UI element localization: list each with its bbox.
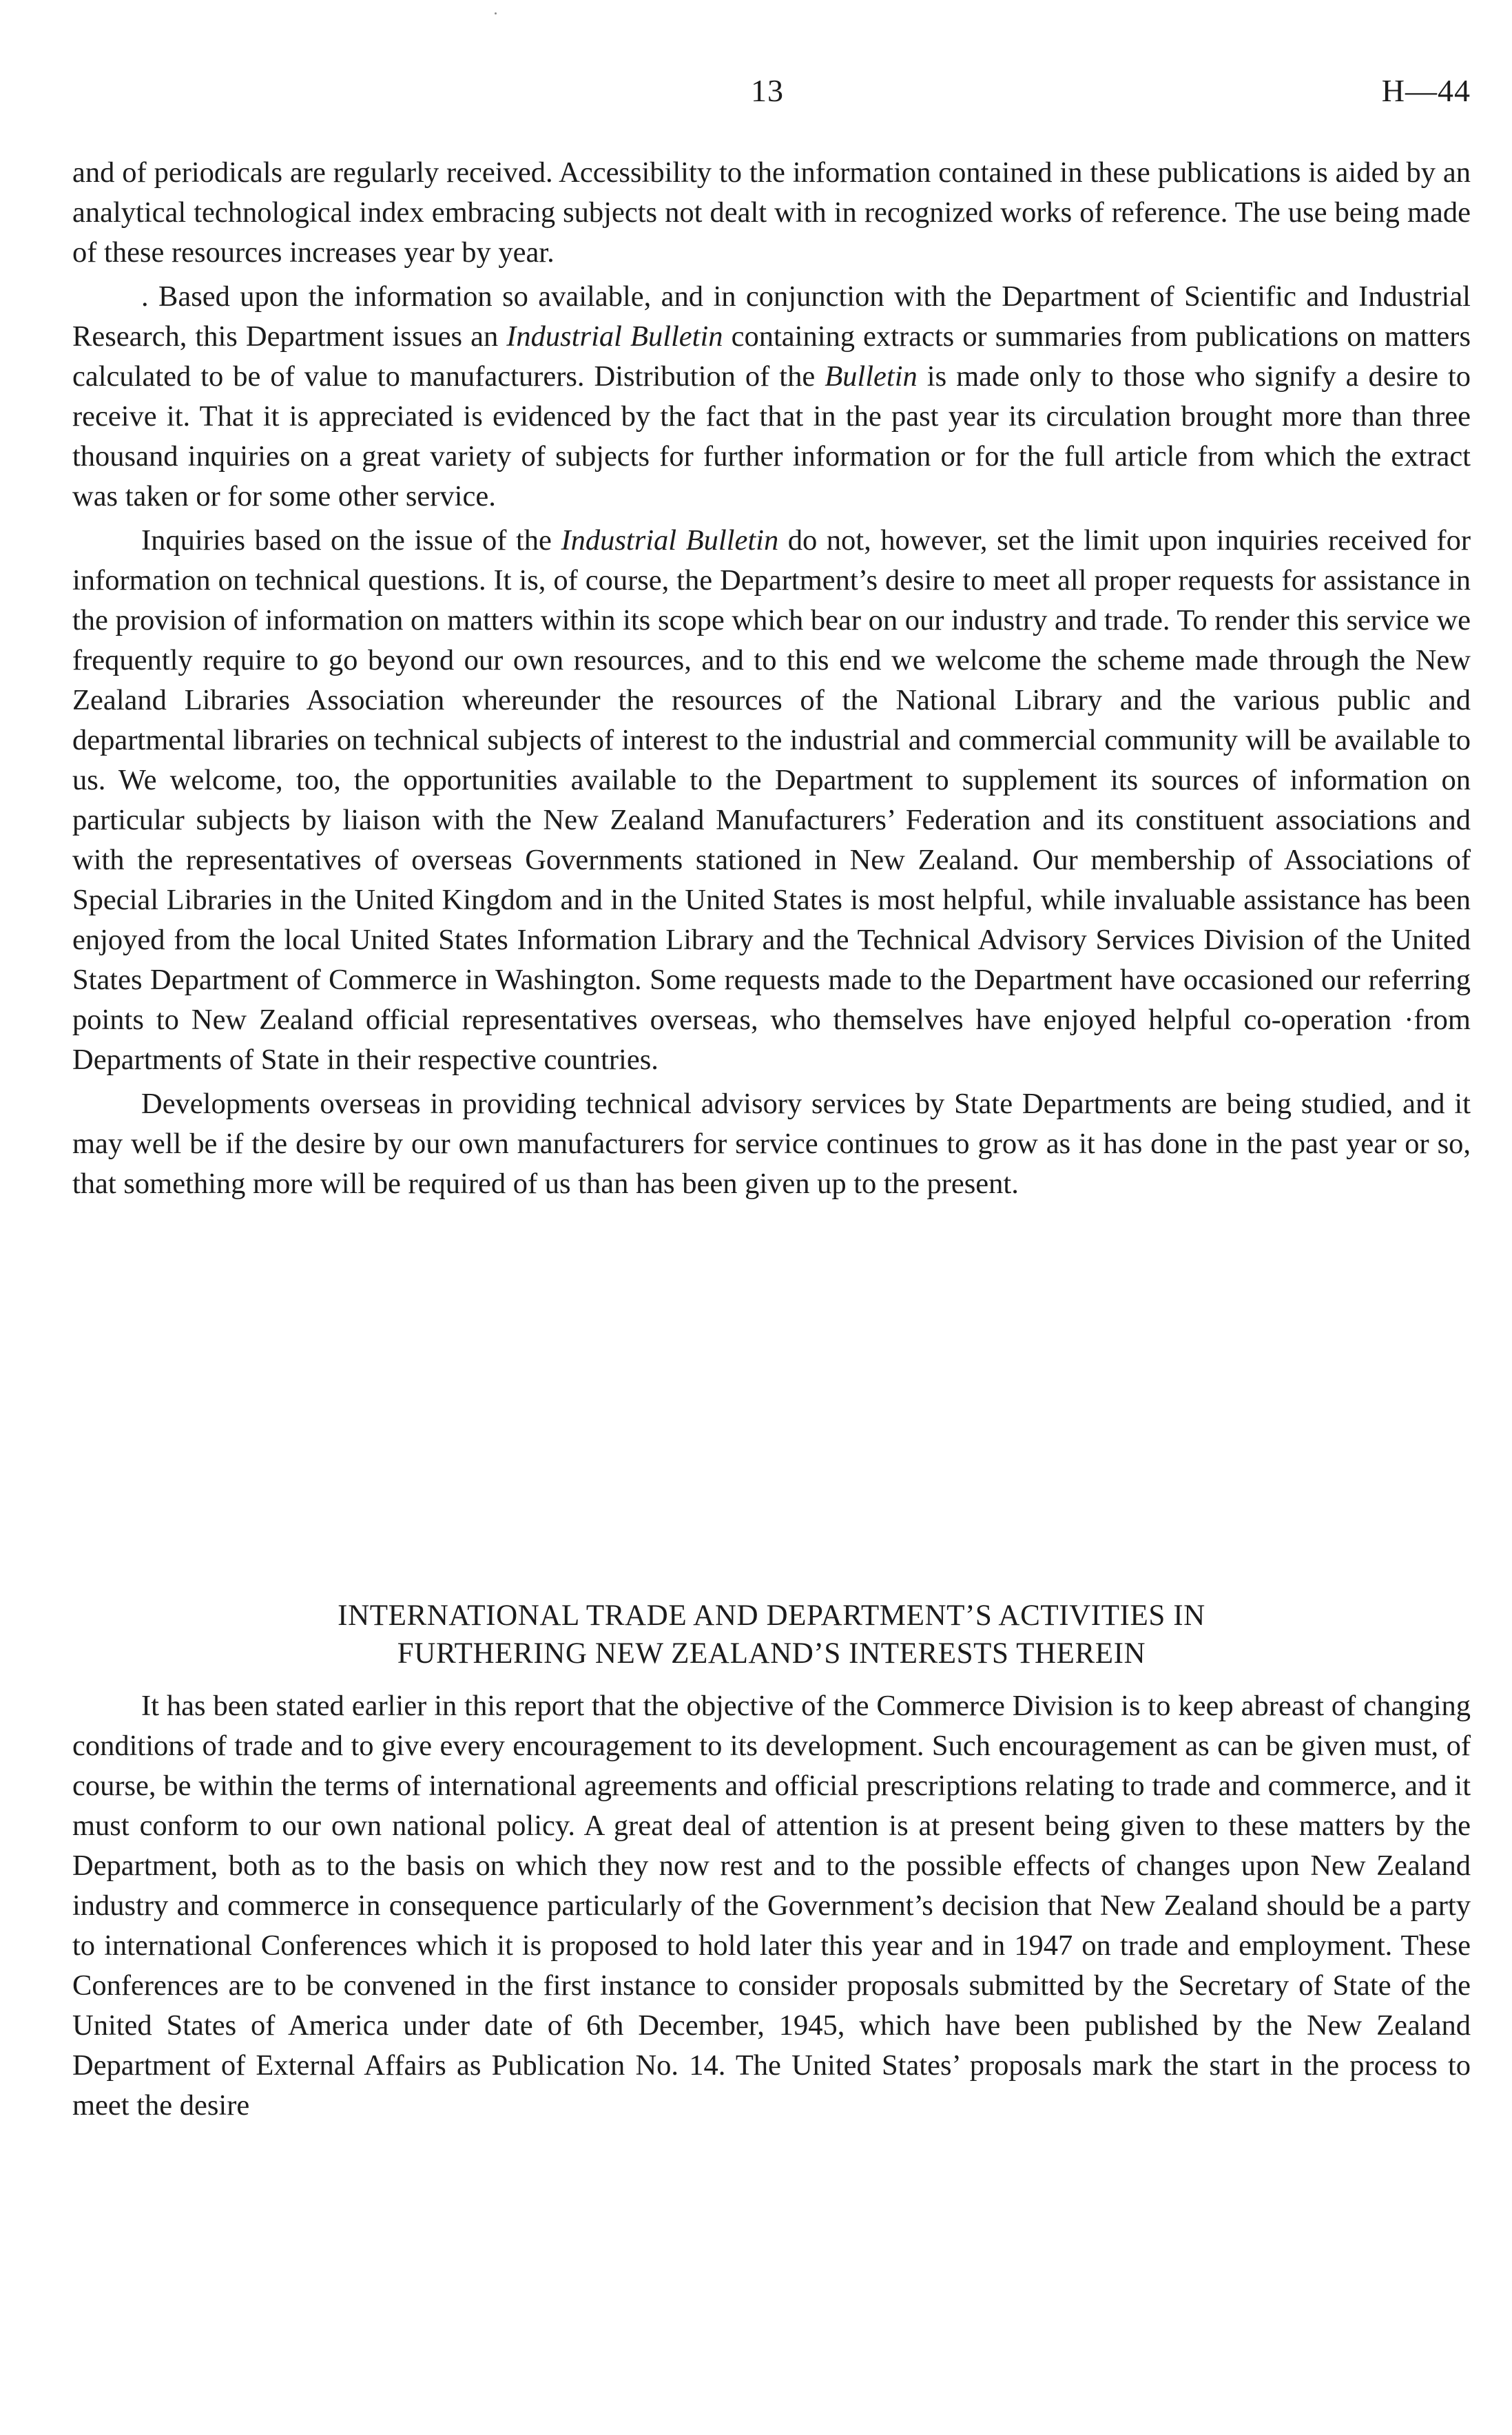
paragraph-text: Inquiries based on the issue of the (141, 524, 561, 557)
heading-line-1: INTERNATIONAL TRADE AND DEPARTMENT’S ACTIVITIES IN (338, 1599, 1205, 1632)
italic-title: Industrial Bulletin (561, 524, 779, 557)
paragraph-periodicals: and of periodicals are regularly received. Accessibility to the information contained in these publications is aided by an analytical technological index embracing subjects not dealt with in recognized works of reference. The use being made of these resources increases year by year. (72, 156, 1471, 269)
document-reference: H—44 (1381, 73, 1471, 108)
paragraph-text: do not, however, set the limit upon inquiries received for information on technical questions. It is, of course, the Department’s desire to meet all proper requests for assistance in the provision of information on matters within its scope which bear on our industry and trade. To render this service we frequently require to go beyond our own resources, and to this end we welcome the scheme made through the New Zealand Libraries Association whereunder the resources of the National Library and the various public and departmental libraries on technical subjects of interest to the industrial and commercial community will be available to us. We welcome, too, the opportunities available to the Department to supplement its sources of information on particular subjects by liaison with the New Zealand Manufacturers’ Federation and its constituent associations and with the representatives of overseas Governments stationed in New Zealand. Our membership of Associations of Special Libraries in the United Kingdom and in the United States is most helpful, while invaluable assistance has been enjoyed from the local United States Information Library and the Technical Advisory Services Division of the United States Department of Commerce in Washington. Some requests made to the Department have occasioned our referring points to New Zealand official representatives overseas, who themselves have enjoyed helpful co-operation ·from Departments of State in their respective countries. (72, 524, 1471, 1076)
section-heading (72, 1597, 1471, 1672)
body-section-international-trade (72, 1686, 1471, 2130)
page-number: 13 (751, 73, 784, 108)
italic-title: Industrial Bulletin (506, 320, 723, 353)
paragraph-commerce-division: It has been stated earlier in this report that the objective of the Commerce Division is to keep abreast of changing conditions of trade and to give every encouragement to its development. Such encouragement as can be given must, of course, be within the terms of international agreements and official prescriptions relating to trade and commerce, and it must conform to our own national policy. A great deal of attention is at present being given to these matters by the Department, both as to the basis on which they now rest and to the possible effects of changes upon New Zealand industry and commerce in consequence particularly of the Government’s decision that New Zealand should be a party to international Conferences which it is proposed to hold later this year and in 1947 on trade and employment. These Conferences are to be convened in the first instance to consider proposals submitted by the Secretary of State of the United States of America under date of 6th December, 1945, which have been published by the New Zealand Department of External Affairs as Publication No. 14. The United States’ proposals mark the start in the process to meet the desire (72, 1690, 1471, 2122)
paragraph-text: containing extracts or summaries from publications on matters calculated to be of value to manufacturers. Distribution of the (72, 320, 1471, 393)
italic-title: Bulletin (825, 360, 918, 393)
heading-line-2: FURTHERING NEW ZEALAND’S INTERESTS THEREIN (397, 1637, 1146, 1670)
body-section-libraries (72, 153, 1471, 1208)
paragraph-text: . Based upon the information so available, and in conjunction with the Department of Scientific and Industrial Research, this Department issues an (72, 280, 1471, 353)
scan-speck (495, 12, 497, 14)
page-header (72, 72, 1471, 114)
paragraph-text: is made only to those who signify a desire to receive it. That it is appreciated is evidenced by the fact that in the past year its circulation brought more than three thousand inquiries on a great variety of subjects for further information or for the full article from which the extract was taken or for some other service. (72, 360, 1471, 512)
paragraph-developments-overseas: Developments overseas in providing technical advisory services by State Departments are being studied, and it may well be if the desire by our own manufacturers for service continues to grow as it has done in the past year or so, that something more will be required of us than has been given up to the present. (72, 1088, 1471, 1200)
paragraph-industrial-bulletin (72, 277, 1471, 517)
paragraph-inquiries (72, 521, 1471, 1080)
